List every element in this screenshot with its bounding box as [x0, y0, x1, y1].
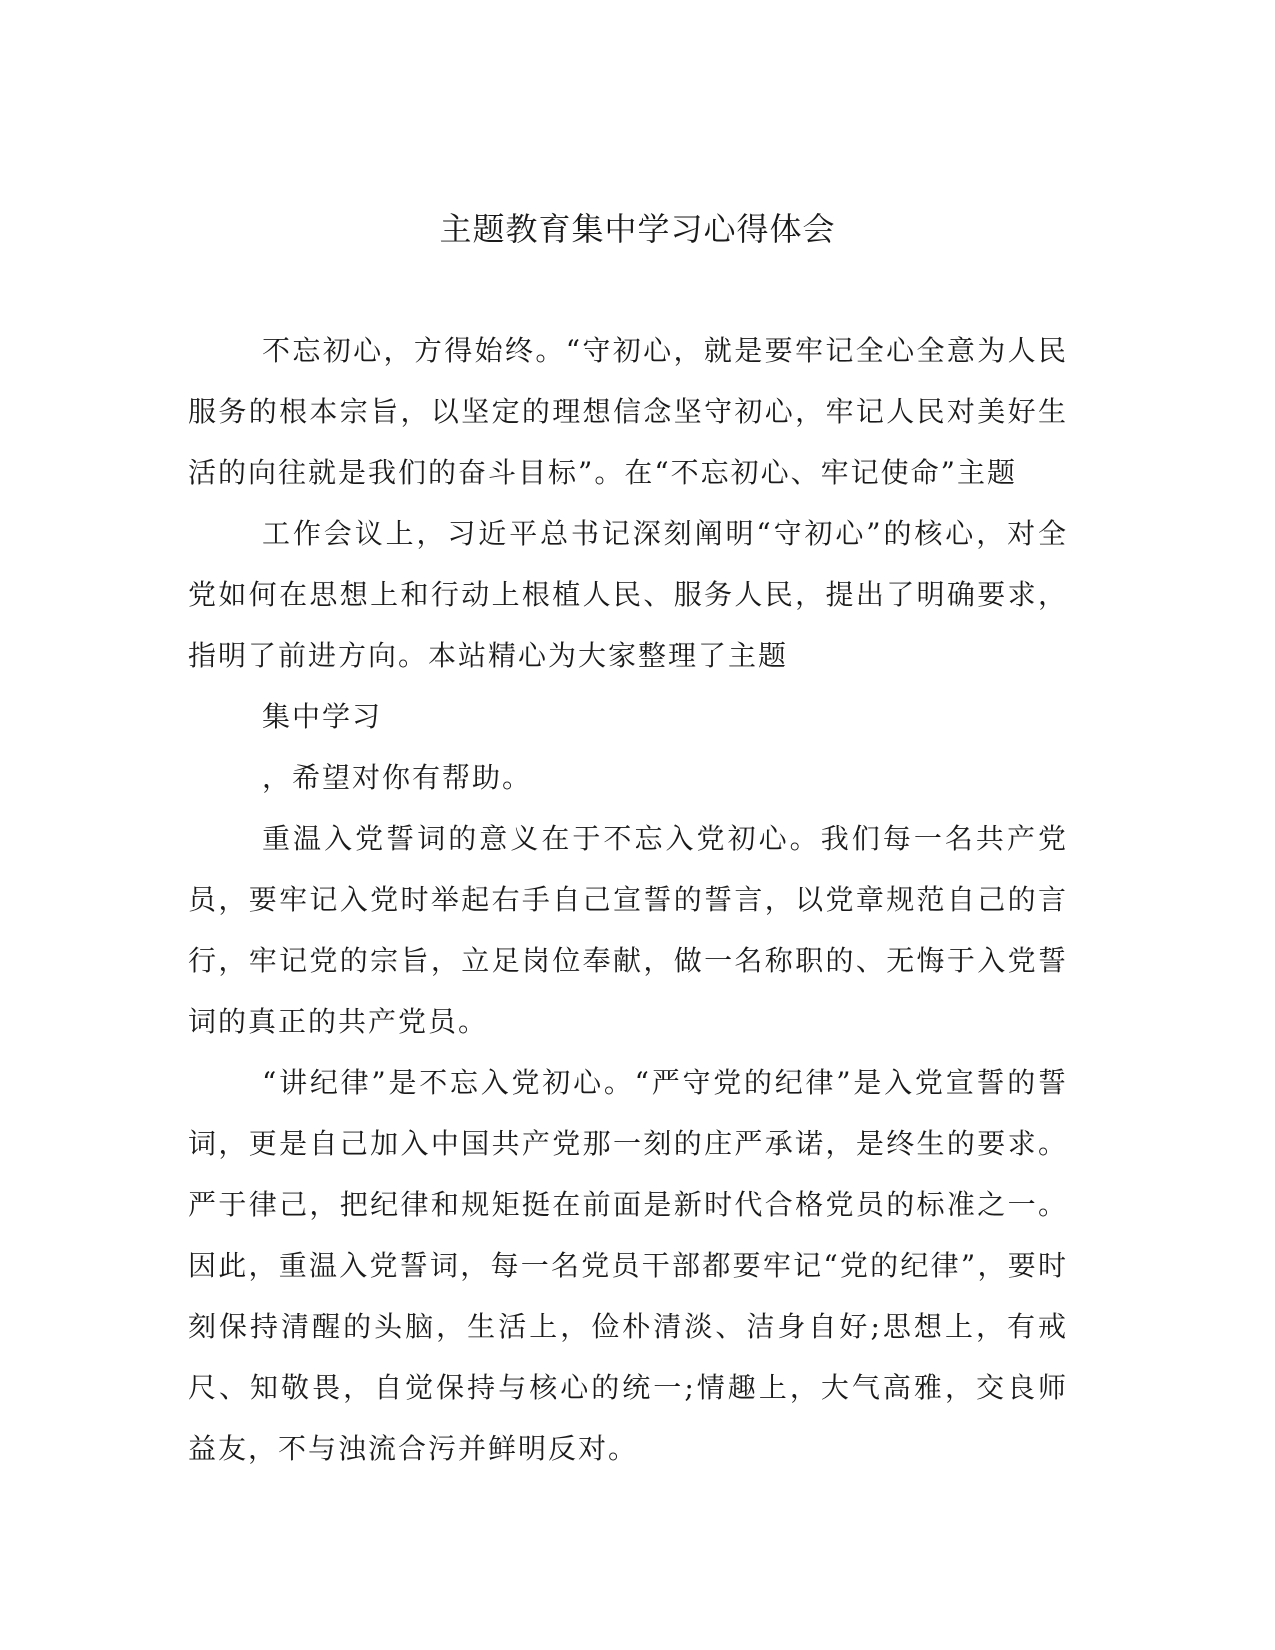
paragraph: 重温入党誓词的意义在于不忘入党初心。我们每一名共产党员，要牢记入党时举起右手自己宣誓的誓言，以党章规范自己的言行，牢记党的宗旨，立足岗位奉献，做一名称职的、无悔于入党誓词的真正的共产党员。 — [188, 822, 1068, 1038]
document-body — [188, 320, 1068, 1479]
paragraph: 工作会议上，习近平总书记深刻阐明“守初心”的核心，对全党如何在思想上和行动上根植人民、服务人民，提出了明确要求，指明了前进方向。本站精心为大家整理了主题 — [188, 517, 1068, 672]
paragraph: 不忘初心，方得始终。“守初心，就是要牢记全心全意为人民服务的根本宗旨，以坚定的理想信念坚守初心，牢记人民对美好生活的向往就是我们的奋斗目标”。在“不忘初心、牢记使命”主题 — [188, 334, 1068, 489]
paragraph: ，希望对你有帮助。 — [262, 761, 533, 794]
paragraph: “讲纪律”是不忘入党初心。“严守党的纪律”是入党宣誓的誓词，更是自己加入中国共产党那一刻的庄严承诺，是终生的要求。严于律己，把纪律和规矩挺在前面是新时代合格党员的标准之一。因此，重温入党誓词，每一名党员干部都要牢记“党的纪律”，要时刻保持清醒的头脑，生活上，俭朴清淡、洁身自好;思想上，有戒尺、知敬畏，自觉保持与核心的统一;情趣上，大气高雅，交良师益友，不与浊流合污并鲜明反对。 — [188, 1066, 1068, 1465]
paragraph: 集中学习 — [262, 700, 383, 733]
document-title: 主题教育集中学习心得体会 — [439, 210, 836, 248]
